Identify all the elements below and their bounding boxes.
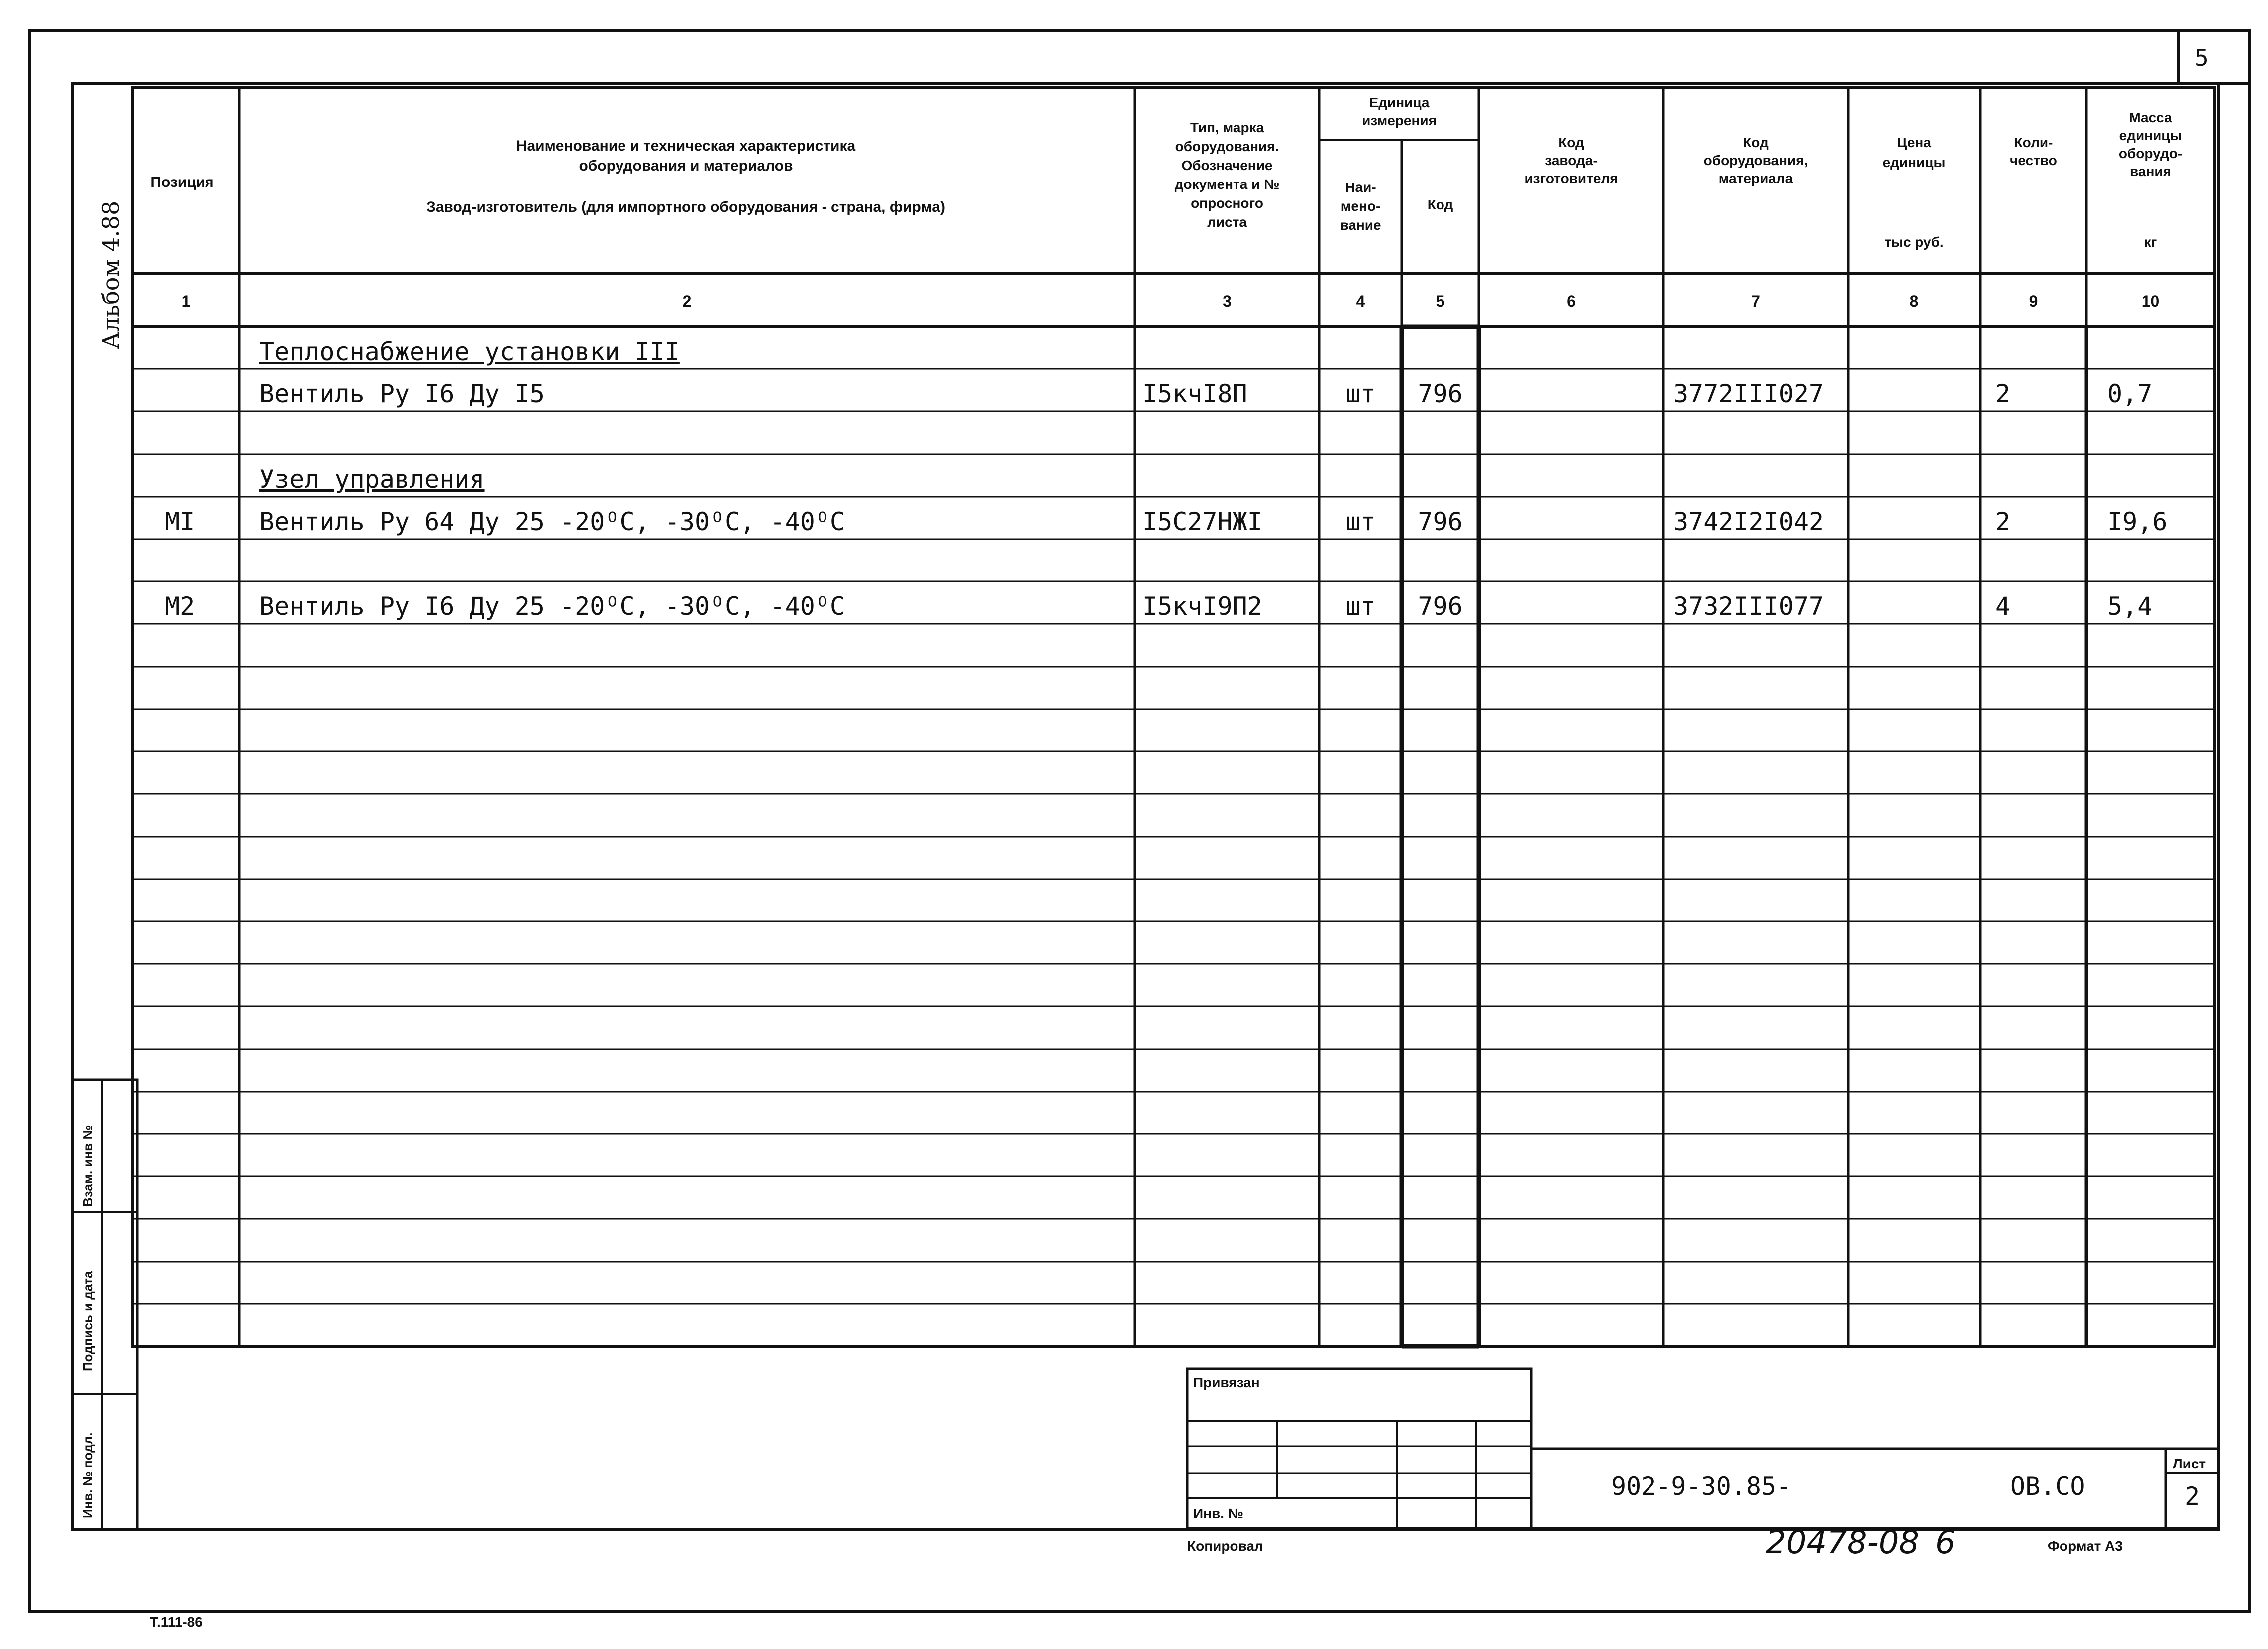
row-type: I5С27НЖI [1142, 507, 1262, 536]
header-plant-code: Код [1558, 135, 1584, 150]
row-unit: шт [1345, 507, 1376, 536]
album-label: Альбом 4.88 [97, 200, 124, 349]
row-unit-code: 796 [1418, 592, 1463, 621]
privyazan-label: Привязан [1193, 1375, 1260, 1390]
table-row [165, 592, 2152, 621]
form-code: Т.111-86 [150, 1614, 203, 1630]
header-mass: вания [2130, 164, 2171, 179]
stamp-podpis: Подпись и дата [80, 1271, 95, 1371]
row-mass: 5,4 [2107, 592, 2153, 621]
row-name: Узел управления [259, 465, 485, 494]
header-type: Тип, марка [1190, 120, 1264, 135]
header-price: Цена [1897, 135, 1931, 150]
sheet-number: 5 [2195, 44, 2209, 71]
column-number: 10 [2141, 292, 2160, 310]
header-unit-name: мено- [1340, 198, 1381, 214]
outer-frame [30, 31, 2250, 1612]
row-type: I5кчI8П [1142, 379, 1247, 408]
column-number: 3 [1223, 292, 1232, 310]
header-type: оборудования. [1175, 139, 1279, 154]
header-unit-name: Наи- [1345, 180, 1376, 195]
header-mass: единицы [2119, 128, 2182, 143]
row-unit: шт [1345, 379, 1376, 408]
row-type: I5кчI9П2 [1142, 592, 1262, 621]
column-number: 2 [682, 292, 692, 310]
sheet-no: 2 [2185, 1482, 2200, 1511]
header-type: листа [1207, 214, 1247, 230]
column-number: 4 [1356, 292, 1365, 310]
column-number: 5 [1436, 292, 1445, 310]
stamp-vzam: Взам. инв № [80, 1125, 95, 1207]
doc-code: OB.CO [2010, 1472, 2085, 1501]
header-quantity: Коли- [2014, 135, 2053, 150]
row-position: M2 [165, 592, 195, 621]
title-block-left [1187, 1369, 1531, 1528]
header-type: опросного [1191, 195, 1263, 211]
header-type: Обозначение [1181, 158, 1273, 173]
header-equipment-code: оборудования, [1703, 153, 1808, 168]
header-unit-code: Код [1427, 197, 1453, 212]
column-number: 1 [181, 292, 191, 310]
column-number: 9 [2029, 292, 2038, 310]
row-equipment-code: 3772III027 [1673, 379, 1824, 408]
header-mass: Масса [2129, 110, 2172, 125]
header-plant-code: изготовителя [1524, 171, 1618, 186]
inner-frame [72, 84, 2218, 1530]
row-mass: I9,6 [2107, 507, 2168, 536]
header-position: Позиция [150, 174, 214, 190]
row-quantity: 2 [1995, 379, 2011, 408]
header-name-line3: Завод-изготовитель (для импортного оборудования - страна, фирма) [426, 199, 945, 215]
header-mass-unit: кг [2144, 234, 2157, 250]
row-equipment-code: 3742I2I042 [1673, 507, 1824, 536]
header-price-unit: тыс руб. [1884, 234, 1944, 250]
row-unit: шт [1345, 592, 1376, 621]
row-name: Вентиль Ру I6 Ду I5 [259, 379, 545, 408]
row-quantity: 4 [1995, 592, 2011, 621]
header-equipment-code: материала [1718, 171, 1793, 186]
row-name: Вентиль Ру I6 Ду 25 -20ᴼC, -30ᴼC, -40ᴼC [259, 592, 845, 621]
row-mass: 0,7 [2107, 379, 2153, 408]
header-mass: оборудо- [2118, 146, 2183, 161]
sheet-label: Лист [2173, 1456, 2206, 1471]
header-plant-code: завода- [1545, 153, 1598, 168]
sheet-number-box [2179, 31, 2250, 84]
column-number: 7 [1751, 292, 1760, 310]
header-price: единицы [1882, 155, 1946, 170]
format-label: Формат А3 [2048, 1538, 2123, 1554]
header-type: документа и № [1174, 177, 1280, 192]
table-row [259, 379, 2152, 408]
designation: 902-9-30.85- [1611, 1472, 1792, 1501]
specification-rows [165, 337, 2167, 621]
header-unit-group: измерения [1362, 113, 1437, 128]
header-name-line1: Наименование и техническая характеристика [516, 138, 856, 154]
copied-label: Копировал [1187, 1538, 1263, 1554]
header-name-line2: оборудования и материалов [579, 158, 793, 174]
header-multiline-labels [1175, 95, 2182, 250]
archive-number: 20478-08 [1766, 1524, 1920, 1561]
inv-label: Инв. № [1193, 1506, 1244, 1521]
table-row [259, 337, 680, 366]
header-unit-name: вание [1340, 217, 1381, 233]
row-quantity: 2 [1995, 507, 2011, 536]
row-name: Теплоснабжение установки III [259, 337, 680, 366]
row-position: MI [165, 507, 195, 536]
table-row [165, 507, 2167, 536]
column-lines [239, 87, 2086, 1346]
header-quantity: чество [2010, 153, 2057, 168]
row-unit-code: 796 [1418, 379, 1463, 408]
table-row [259, 465, 485, 494]
header-equipment-code: Код [1743, 135, 1769, 150]
column-number: 8 [1909, 292, 1919, 310]
row-name: Вентиль Ру 64 Ду 25 -20ᴼC, -30ᴼC, -40ᴼC [259, 507, 845, 536]
column-number: 6 [1567, 292, 1576, 310]
row-unit-code: 796 [1418, 507, 1463, 536]
stamp-inv: Инв. № подл. [80, 1432, 95, 1518]
column-numbers [182, 292, 2160, 310]
row-equipment-code: 3732III077 [1673, 592, 1824, 621]
header-unit-group: Единица [1369, 95, 1430, 110]
archive-suffix: 6 [1935, 1524, 1956, 1561]
table-frame [132, 87, 2215, 1346]
